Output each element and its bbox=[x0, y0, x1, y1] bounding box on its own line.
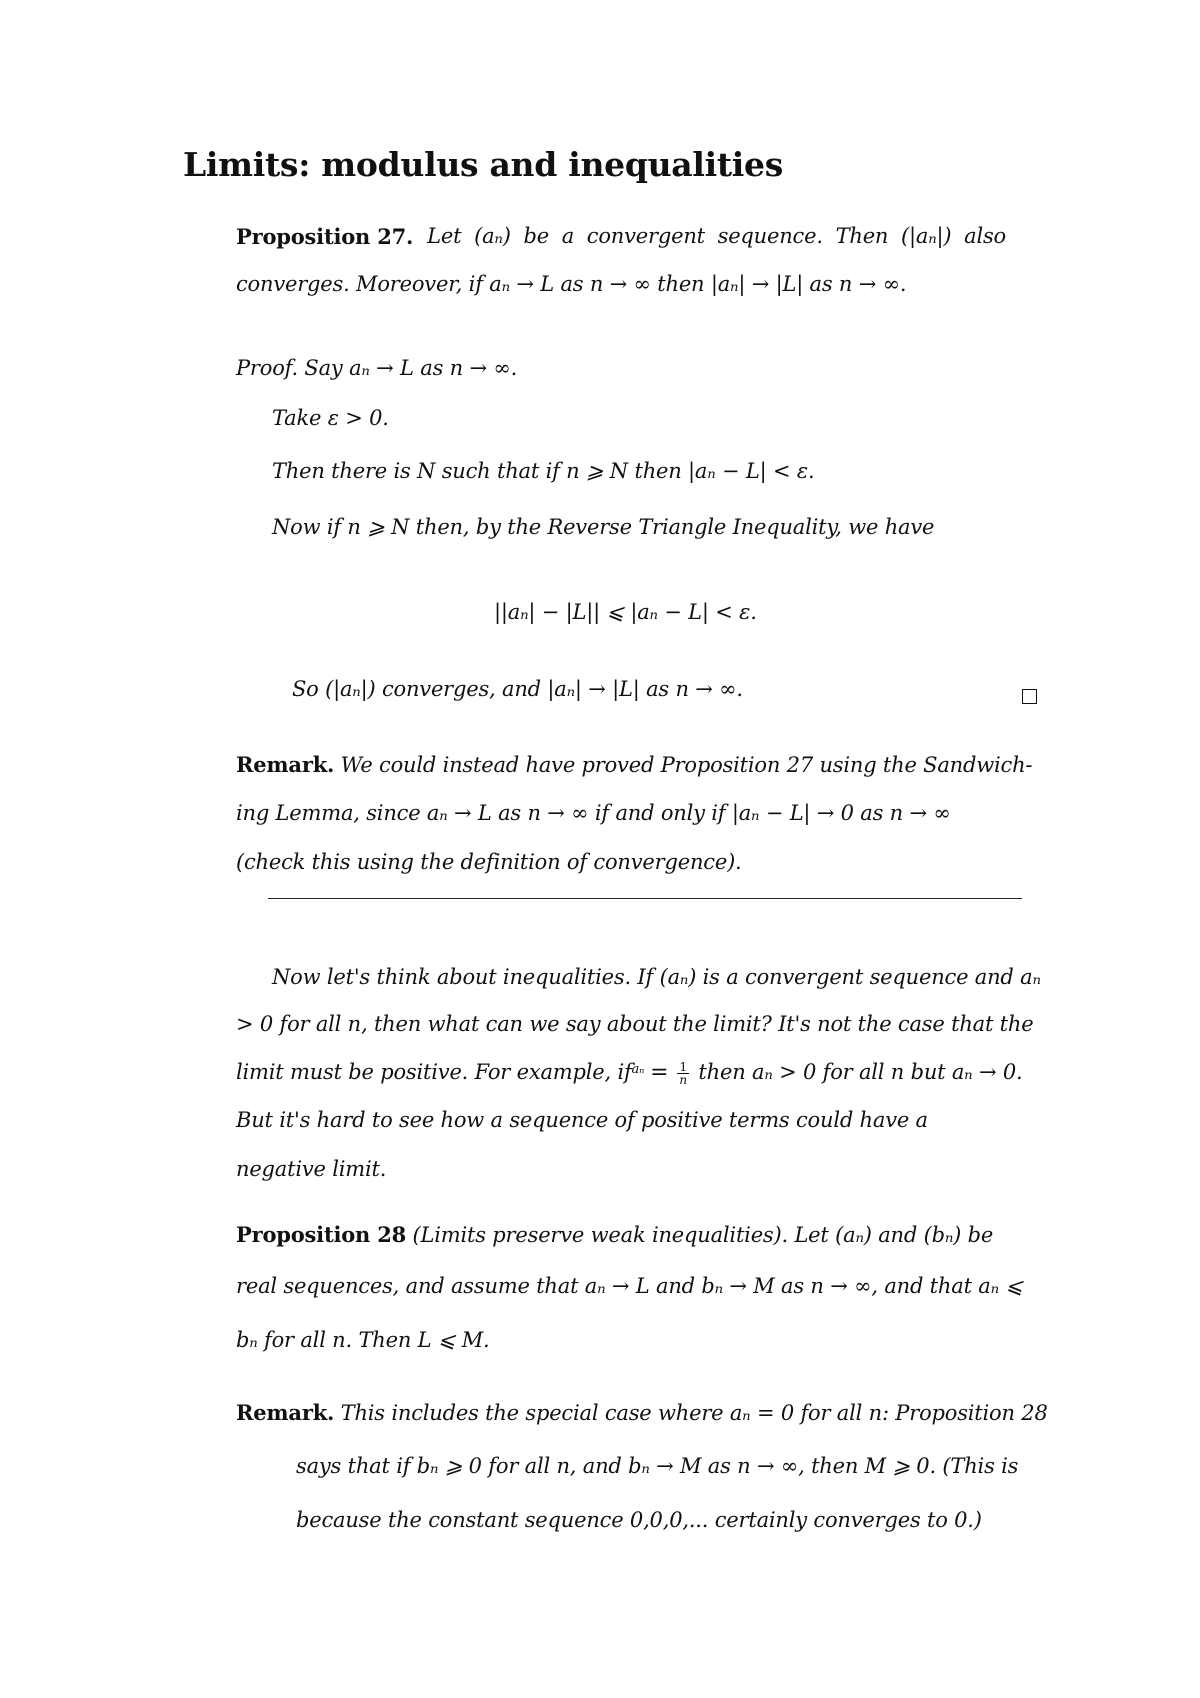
proposition-28-line-3: bₙ for all n. Then L ⩽ M. bbox=[236, 1328, 490, 1352]
remark-2-text-1: This includes the special case where aₙ = 0 for all n: Proposition 28 bbox=[340, 1401, 1048, 1425]
remark-1-line-2: ing Lemma, since aₙ → L as n → ∞ if and only if |aₙ − L| → 0 as n → ∞ bbox=[236, 801, 951, 825]
proof-line-3: Then there is N such that if n ⩾ N then |aₙ − L| < ε. bbox=[272, 459, 815, 483]
remark-1-text-1: We could instead have proved Proposition 27 using the Sandwich- bbox=[340, 753, 1033, 777]
proposition-27-label: Proposition 27. bbox=[236, 224, 414, 249]
proposition-28-label: Proposition 28 bbox=[236, 1222, 407, 1247]
paragraph-line-4: But it's hard to see how a sequence of positive terms could have a bbox=[236, 1108, 928, 1132]
remark-2-line-1 bbox=[236, 1400, 1048, 1425]
remark-2-line-3: because the constant sequence 0,0,0,... certainly converges to 0.) bbox=[296, 1508, 982, 1532]
inline-math-equals: = bbox=[650, 1060, 669, 1085]
proposition-27-line-2: converges. Moreover, if aₙ → L as n → ∞ then |aₙ| → |L| as n → ∞. bbox=[236, 272, 907, 296]
section-divider bbox=[268, 898, 1022, 899]
fraction-denominator: n bbox=[679, 1073, 687, 1087]
paragraph-line-5: negative limit. bbox=[236, 1157, 387, 1181]
proposition-28-line-2: real sequences, and assume that aₙ → L and bₙ → M as n → ∞, and that aₙ ⩽ bbox=[236, 1274, 1023, 1298]
paragraph-line-3-text-b: then aₙ > 0 for all n but aₙ → 0. bbox=[698, 1060, 1023, 1084]
paragraph-line-1: Now let's think about inequalities. If (aₙ) is a convergent sequence and aₙ bbox=[272, 965, 1041, 989]
proof-line-2: Take ε > 0. bbox=[272, 406, 389, 430]
inline-fraction bbox=[677, 1061, 689, 1086]
qed-box-icon bbox=[1022, 689, 1037, 704]
proof-line-4: Now if n ⩾ N then, by the Reverse Triangle Inequality, we have bbox=[272, 515, 935, 539]
paragraph-line-2: > 0 for all n, then what can we say about the limit? It's not the case that the bbox=[236, 1012, 1034, 1036]
proof-line-1: Proof. Say aₙ → L as n → ∞. bbox=[236, 356, 518, 380]
proposition-28-text-1: (Limits preserve weak inequalities). Let (aₙ) and (bₙ) be bbox=[412, 1223, 994, 1247]
page-title: Limits: modulus and inequalities bbox=[183, 145, 784, 184]
inline-math-a-n: aₙ bbox=[631, 1062, 645, 1077]
remark-1-line-3: (check this using the definition of convergence). bbox=[236, 850, 742, 874]
remark-1-line-1 bbox=[236, 752, 1032, 777]
proposition-27-line-1 bbox=[236, 224, 1006, 249]
remark-2-line-2: says that if bₙ ⩾ 0 for all n, and bₙ → M as n → ∞, then M ⩾ 0. (This is bbox=[296, 1454, 1019, 1478]
proposition-27-statement-1: Let (aₙ) be a convergent sequence. Then (|aₙ|) also bbox=[427, 224, 1006, 248]
remark-1-label: Remark. bbox=[236, 752, 335, 777]
remark-2-label: Remark. bbox=[236, 1400, 335, 1425]
proof-line-5: So (|aₙ|) converges, and |aₙ| → |L| as n → ∞. bbox=[292, 677, 743, 701]
fraction-numerator: 1 bbox=[677, 1061, 689, 1074]
paragraph-line-3-text-a: limit must be positive. For example, if bbox=[236, 1060, 632, 1084]
proposition-28-line-1 bbox=[236, 1222, 993, 1247]
paragraph-line-3 bbox=[236, 1060, 1022, 1086]
proof-display-equation: ||aₙ| − |L|| ⩽ |aₙ − L| < ε. bbox=[494, 600, 757, 624]
